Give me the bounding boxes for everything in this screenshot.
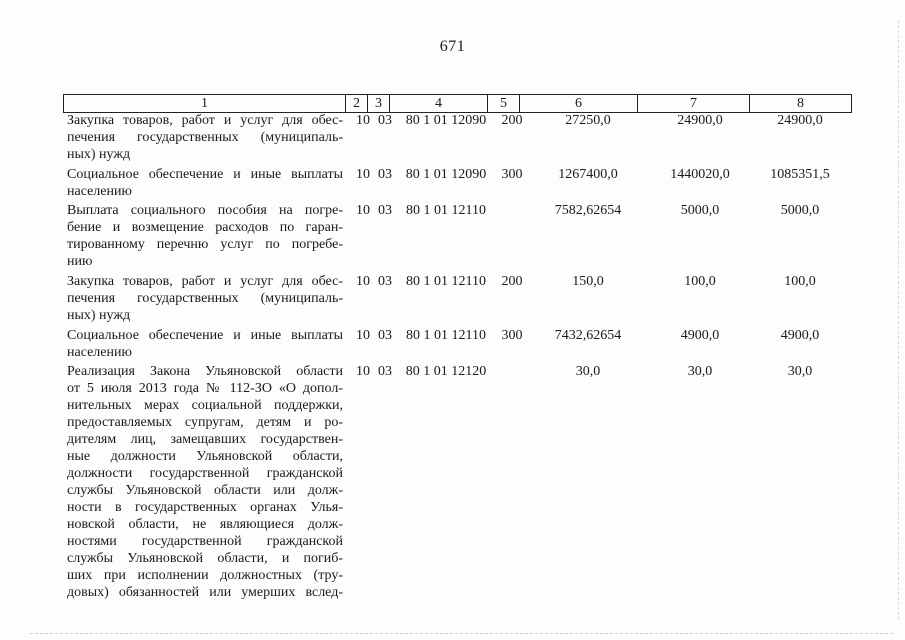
table-row [0, 273, 905, 324]
row-name-line: службы Ульяновской области или долж- [67, 483, 343, 498]
cell-c7: 24900,0 [677, 113, 723, 128]
cell-c5: 200 [501, 274, 523, 289]
row-name-line: от 5 июля 2013 года № 112-ЗО «О допол- [67, 381, 343, 396]
cell-c5: 300 [501, 167, 523, 182]
table-body [0, 112, 905, 601]
cell-c8: 30,0 [787, 364, 813, 379]
table-row [0, 112, 905, 163]
cell-c3: 03 [378, 203, 392, 218]
row-name-line: населению [67, 345, 132, 360]
row-name-line: довых) обязанностей или умерших вслед- [67, 585, 343, 600]
row-name-line: ностями государственной гражданской [67, 534, 343, 549]
table-row [0, 166, 905, 200]
cell-c7: 1440020,0 [670, 167, 730, 182]
page-number: 671 [439, 38, 466, 55]
cell-c4: 80 1 01 12090 [405, 113, 487, 128]
cell-c2: 10 [356, 167, 370, 182]
cell-c8: 4900,0 [780, 328, 820, 343]
cell-c4: 80 1 01 12110 [406, 274, 486, 289]
row-name-line: тированному перечню услуг по погребе- [67, 237, 343, 252]
table-row [0, 202, 905, 270]
header-col-3: 3 [368, 95, 390, 112]
cell-c6: 7432,62654 [554, 328, 622, 343]
cell-c4: 80 1 01 12110 [406, 328, 486, 343]
row-name-line: Закупка товаров, работ и услуг для обес- [67, 274, 343, 289]
row-name [67, 363, 343, 601]
cell-c8: 1085351,5 [770, 167, 830, 182]
cell-c3: 03 [378, 113, 392, 128]
row-name-line: нительных мерах социальной поддержки, [67, 398, 343, 413]
scan-border-bottom [30, 632, 893, 634]
row-name-line: ных) нужд [67, 147, 131, 162]
cell-c8: 5000,0 [780, 203, 820, 218]
cell-c6: 30,0 [575, 364, 601, 379]
cell-c4: 80 1 01 12120 [405, 364, 487, 379]
row-name-line: Социальное обеспечение и иные выплаты [67, 167, 343, 182]
row-name-line: населению [67, 184, 132, 199]
cell-c2: 10 [356, 203, 370, 218]
cell-c7: 4900,0 [680, 328, 720, 343]
cell-c2: 10 [356, 364, 370, 379]
cell-c5: 300 [501, 328, 523, 343]
row-name-line: бение и возмещение расходов по гаран- [67, 220, 343, 235]
row-name-line: нию [67, 254, 93, 269]
row-name-line: Реализация Закона Ульяновской области [67, 364, 343, 379]
cell-c8: 100,0 [784, 274, 816, 289]
row-name-line: новской области, не являющиеся долж- [67, 517, 343, 532]
table-row [0, 327, 905, 361]
row-name-line: должности государственной гражданской [67, 466, 343, 481]
row-name [67, 202, 343, 270]
cell-c7: 30,0 [687, 364, 713, 379]
cell-c2: 10 [356, 328, 370, 343]
cell-c2: 10 [356, 113, 370, 128]
row-name-line: ности в государственных органах Улья- [67, 500, 343, 515]
row-name-line: Выплата социального пособия на погре- [67, 203, 343, 218]
row-name-line: предоставляемых супругам, детям и ро- [67, 415, 343, 430]
header-col-5: 5 [488, 95, 520, 112]
table-header [63, 94, 852, 113]
header-col-8: 8 [750, 95, 852, 112]
header-col-6: 6 [520, 95, 638, 112]
cell-c3: 03 [378, 364, 392, 379]
row-name-line: Социальное обеспечение и иные выплаты [67, 328, 343, 343]
row-name-line: ных) нужд [67, 308, 131, 323]
cell-c6: 7582,62654 [554, 203, 622, 218]
header-col-2: 2 [346, 95, 368, 112]
header-col-1: 1 [64, 95, 346, 112]
row-name [67, 112, 343, 163]
cell-c3: 03 [378, 328, 392, 343]
cell-c4: 80 1 01 12110 [406, 203, 486, 218]
row-name-line: Закупка товаров, работ и услуг для обес- [67, 113, 343, 128]
scan-border-right [897, 20, 899, 620]
row-name [67, 273, 343, 324]
row-name-line: печения государственных (муниципаль- [67, 291, 343, 306]
cell-c7: 5000,0 [680, 203, 720, 218]
row-name-line: дителям лиц, замещавших государствен- [67, 432, 343, 447]
header-col-4: 4 [390, 95, 488, 112]
cell-c5: 200 [501, 113, 523, 128]
row-name [67, 327, 343, 361]
cell-c6: 150,0 [572, 274, 604, 289]
cell-c3: 03 [378, 167, 392, 182]
header-col-7: 7 [638, 95, 750, 112]
row-name-line: службы Ульяновской области, и погиб- [67, 551, 343, 566]
cell-c6: 27250,0 [565, 113, 611, 128]
cell-c3: 03 [378, 274, 392, 289]
row-name [67, 166, 343, 200]
row-name-line: печения государственных (муниципаль- [67, 130, 343, 145]
cell-c7: 100,0 [684, 274, 716, 289]
cell-c2: 10 [356, 274, 370, 289]
row-name-line: ные должности Ульяновской области, [67, 449, 343, 464]
row-name-line: ших при исполнении должностных (тру- [67, 568, 343, 583]
cell-c6: 1267400,0 [558, 167, 618, 182]
cell-c8: 24900,0 [777, 113, 823, 128]
cell-c4: 80 1 01 12090 [405, 167, 487, 182]
table-row [0, 363, 905, 601]
